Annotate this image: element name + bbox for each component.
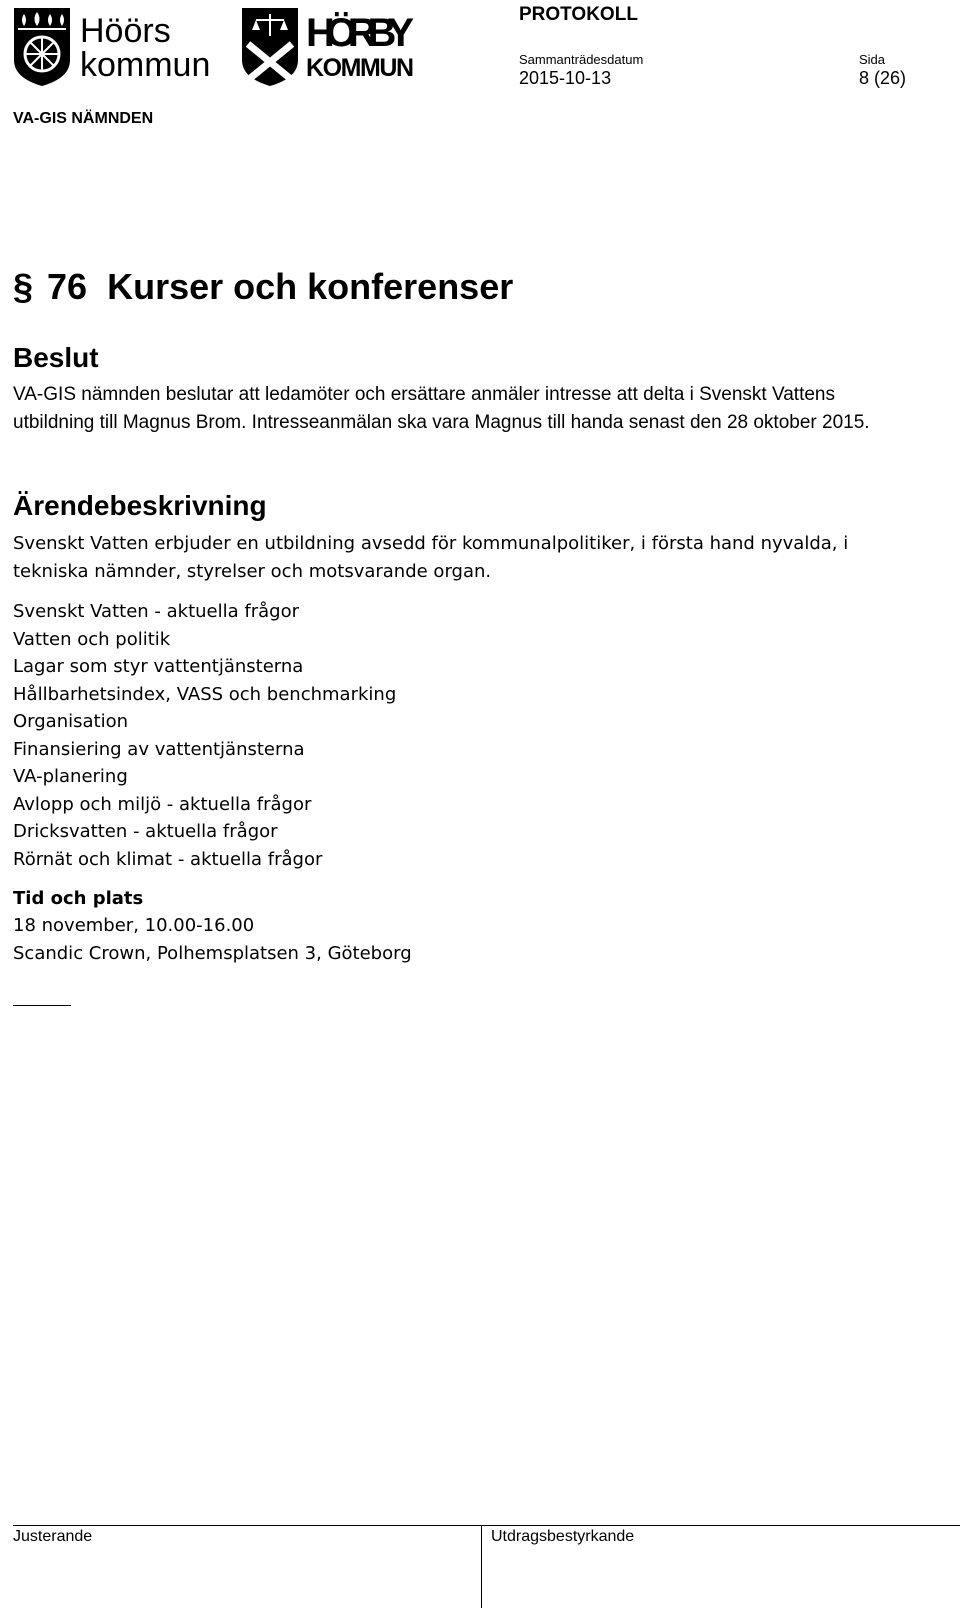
list-item: Rörnät och klimat - aktuella frågor	[13, 848, 323, 870]
list-item: Hållbarhetsindex, VASS och benchmarking	[13, 683, 397, 705]
justerande-label: Justerande	[13, 1528, 93, 1545]
arende-text: Svenskt Vatten erbjuder en utbildning avsedd för kommunalpolitiker, i första hand nyvalda, i tekniska nämnder, styrelser och motsvarande organ.	[13, 533, 849, 582]
section-heading	[13, 266, 513, 308]
list-item: Svenskt Vatten - aktuella frågor	[13, 601, 299, 622]
list-item: Avlopp och miljö - aktuella frågor	[13, 793, 312, 815]
document-type: PROTOKOLL	[519, 4, 638, 25]
section-title: Kurser och konferenser	[107, 266, 514, 307]
footer-rule	[13, 1525, 960, 1526]
section-number: 76	[47, 266, 88, 307]
paragraph-symbol: §	[13, 266, 34, 307]
list-item: Organisation	[13, 711, 129, 732]
time-place-heading: Tid och plats	[13, 888, 144, 909]
hoors-logo-line1: Höörs	[80, 12, 171, 50]
list-item: Vatten och politik	[13, 628, 171, 650]
list-item: Lagar som styr vattentjänsterna	[13, 656, 304, 677]
committee-name: VA-GIS NÄMNDEN	[13, 110, 154, 127]
end-of-section-rule	[13, 1005, 71, 1006]
page-number: 8 (26)	[859, 68, 907, 88]
list-item: Finansiering av vattentjänsterna	[13, 738, 305, 760]
arende-heading: Ärendebeskrivning	[13, 490, 267, 521]
hoors-kommun-logo	[12, 6, 217, 88]
beslut-heading: Beslut	[13, 342, 99, 373]
event-date: 18 november, 10.00-16.00	[13, 915, 255, 936]
course-topics-list	[13, 598, 396, 873]
meeting-date-label: Sammanträdesdatum	[519, 52, 644, 67]
list-item: Dricksvatten - aktuella frågor	[13, 821, 278, 842]
page-label: Sida	[859, 52, 886, 67]
hoors-crest-icon	[14, 8, 70, 86]
footer-divider	[481, 1525, 482, 1608]
beslut-text: VA-GIS nämnden beslutar att ledamöter och ersättare anmäler intresse att delta i Svenskt Vattens utbildning till Magnus Brom. Intresseanmälan ska vara Magnus till handa senast den 28 oktober 2015.	[13, 384, 870, 433]
event-location: Scandic Crown, Polhemsplatsen 3, Göteborg	[13, 943, 412, 964]
list-item: VA-planering	[13, 766, 128, 787]
horby-crest-icon	[242, 8, 298, 86]
horby-logo-line2: KOMMUN	[306, 54, 414, 82]
utdragsbestyrkande-label: Utdragsbestyrkande	[491, 1528, 635, 1545]
horby-kommun-logo	[240, 6, 420, 88]
hoors-logo-line2: kommun	[80, 46, 211, 84]
horby-logo-line1: HÖRBY	[306, 11, 414, 55]
meeting-date-value: 2015-10-13	[519, 68, 612, 88]
